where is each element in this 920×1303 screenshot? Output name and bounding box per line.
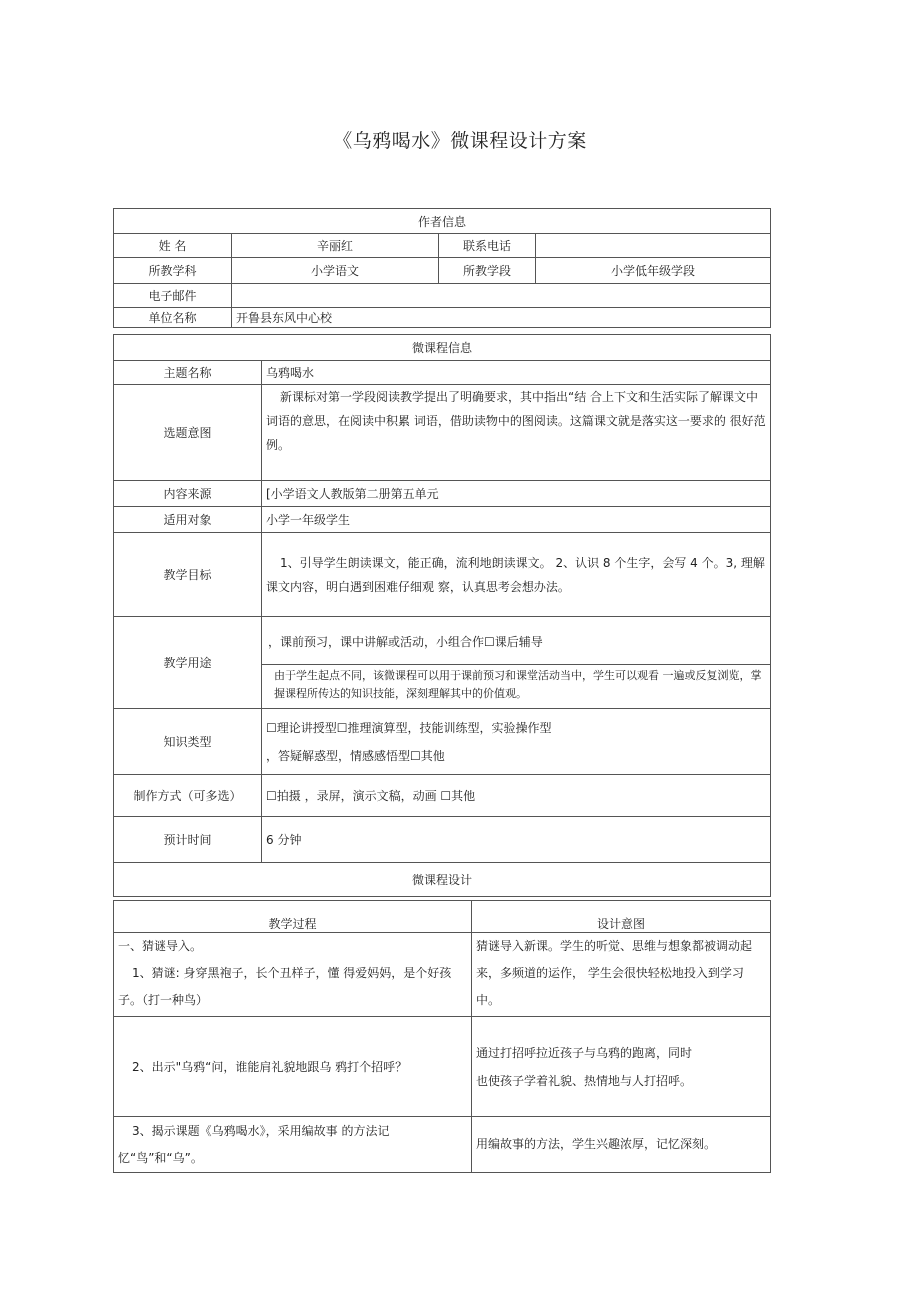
col-intent-header: 设计意图 [472,901,771,933]
subject-label: 所教学科 [114,258,232,284]
table-row [114,1117,771,1173]
use-value-1: ，课前预习，课中讲解或活动，小组合作☐课后辅导 [268,634,543,649]
use-value-2: 由于学生起点不同，该微课程可以用于课前预习和课堂活动当中，学生可以观看 一遍或反复浏览，掌握课程所传达的知识技能，深刻理解其中的价值观。 [262,664,770,707]
process-text: 1、猜谜: 身穿黑袍子，长个丑样子，懂 得爱妈妈，是个好孩子。（打一种鸟） [118,966,452,1007]
email-label: 电子邮件 [114,284,232,308]
email-value [232,284,771,308]
name-value: 辛丽红 [232,234,439,258]
author-info-table [113,208,771,328]
course-info-table [113,334,771,897]
intent-value: 新课标对第一学段阅读教学提出了明确要求，其中指出“结 合上下文和生活实际了解课文中词语的意思，在阅读中积累 词语，借助读物中的图阅读。这篇课文就是落实这一要求的 很好范例。 [262,385,771,481]
make-value: ☐拍摄 ，录屏，演示文稿，动画 ☐其他 [262,775,771,817]
type-label: 知识类型 [114,709,262,775]
goal-label: 教学目标 [114,533,262,617]
topic-label: 主题名称 [114,361,262,385]
process-cell [114,933,472,1017]
time-label: 预计时间 [114,817,262,863]
process-text: 一、猜谜导入。 [118,939,203,953]
table-row [114,1017,771,1117]
col-process-header: 教学过程 [114,901,472,933]
goal-value: 1、引导学生朗读课文，能正确，流利地朗读课文。 2、认识 8 个生字，会写 4 个。3, 理解课文内容，明白遇到困难仔细观 察，认真思考会想办法。 [262,533,771,617]
type-cell [262,709,771,775]
intent-cell [472,1017,771,1117]
intent-cell: 猜谜导入新课。学生的听觉、思维与想象都被调动起来，多频道的运作， 学生会很快轻松地投入到学习中。 [472,933,771,1017]
intent-label: 选题意图 [114,385,262,481]
audience-value: 小学一年级学生 [262,507,771,533]
intent-cell: 用编故事的方法，学生兴趣浓厚，记忆深刻。 [472,1117,771,1173]
page-title: 《乌鸦喝水》微课程设计方案 [333,130,587,152]
subject-value: 小学语文 [232,258,439,284]
grade-label: 所教学段 [439,258,536,284]
audience-label: 适用对象 [114,507,262,533]
use-cell [262,617,771,709]
intent-text: 通过打招呼拉近孩子与乌鸦的跑离，同时 [476,1045,693,1060]
type-value-2: ，答疑解惑型，情感感悟型☐其他 [266,748,445,763]
table-row [114,933,771,1017]
use-label: 教学用途 [114,617,262,709]
process-cell: 2、出示"乌鸦“问，谁能肩礼貌地跟乌 鸦打个招呼？ [114,1017,472,1117]
source-label: 内容来源 [114,481,262,507]
phone-label: 联系电话 [439,234,536,258]
intent-text: 也使孩子学着礼貌、热情地与人打招呼。 [476,1073,693,1088]
design-heading: 微课程设计 [114,863,771,897]
name-label: 姓 名 [114,234,232,258]
make-label: 制作方式（可多选） [114,775,262,817]
course-info-heading: 微课程信息 [114,335,771,361]
unit-label: 单位名称 [114,308,232,328]
time-value: 6 分钟 [262,817,771,863]
unit-value: 开鲁县东风中心校 [232,308,771,328]
author-info-heading: 作者信息 [114,209,771,234]
source-value: [小学语文人教版第二册第五单元 [262,481,771,507]
phone-value [536,234,771,258]
grade-value: 小学低年级学段 [536,258,771,284]
type-value-1: ☐理论讲授型☐推理演算型，技能训练型，实验操作型 [266,720,552,735]
topic-value: 乌鸦喝水 [262,361,771,385]
process-cell: 3、揭示课题《乌鸦喝水》，采用编故事 的方法记忆“鸟”和“乌”。 [114,1117,472,1173]
design-table [113,900,771,1173]
